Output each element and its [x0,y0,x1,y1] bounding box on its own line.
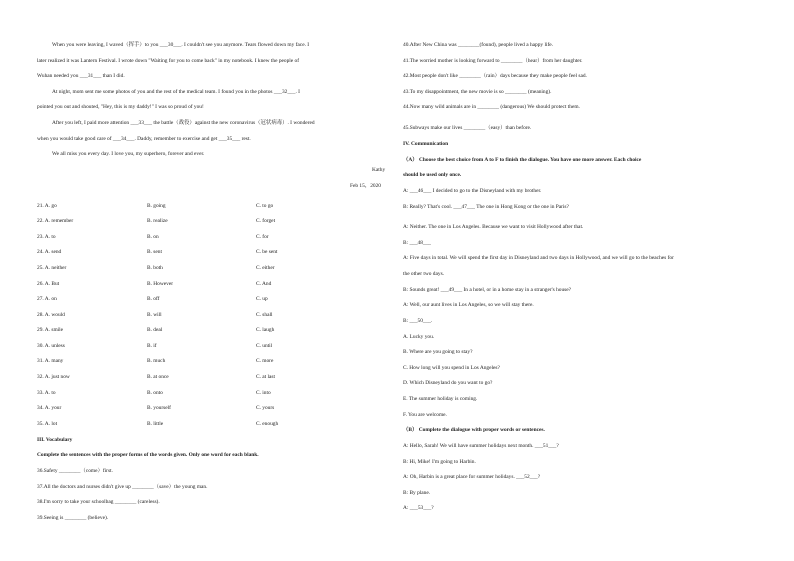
option-b: B. going [147,203,166,209]
vocab-item: 38.I'm sorry to take your schoolbag ________ (careless). [37,499,160,505]
vocab-item: 42.Most people don't like ________（rain）days because they make people feel sad. [403,73,587,79]
option-c: C. forget [256,218,276,224]
option-c: C. shall [256,312,273,318]
option-b: B. yourself [147,405,171,411]
choice-item: C. How long will you spend in Los Angeles? [403,365,500,371]
dialogue-line: A: ___53___? [403,505,434,511]
vocab-item: 40.After New China was ________(found), people lived a happy life. [403,42,554,48]
dialogue-line: A: Five days in total. We will spend the first day in Disneyland and two days in Hollywood, and we will go to the beaches for [403,255,674,261]
letter-line: After you left, I paid more attention ___33___ the battle（战役）against the new coronavirus（冠状病毒）. I wondered [52,120,315,126]
section-instruction: should be used only once. [403,172,462,178]
dialogue-line: B: ___50___. [403,318,433,324]
option-b: B. little [147,421,164,427]
section-heading: IV. Communication [403,141,449,147]
dialogue-line: A: Neither. The one in Los Angeles. Because we want to visit Hollywood after that. [403,224,584,230]
option-a: 29. A. smile [37,327,64,333]
section-instruction: Complete the sentences with the proper forms of the words given. Only one word for each blank. [37,452,259,458]
dialogue-line: B: Sounds great! ___49___ In a hotel, or in a home stay in a stranger's house? [403,287,572,293]
option-c: C. either [256,265,275,271]
letter-line: Wuhan needed you ___31___ than I did. [37,73,125,79]
option-c: C. until [256,343,273,349]
option-a: 25. A. neither [37,265,67,271]
dialogue-line: the other two days. [403,271,445,277]
option-c: C. into [256,390,271,396]
option-a: 30. A. unless [37,343,65,349]
letter-line: when you would take good care of ___34___. Daddy, remember to exercise and get ___35___ rest. [37,136,251,142]
section-instruction: （A） Choose the best choice from A to F to finish the dialogue. You have one more answer. Each choice [403,157,642,163]
option-c: C. be sent [256,249,278,255]
section-heading: III. Vocabulary [37,437,73,443]
letter-line: When you were leaving, I waved（挥手）to you ___30___. I couldn't see you anymore. Tears flowed down my face. I [52,42,310,48]
option-b: B. sent [147,249,162,255]
option-a: 22. A. remember [37,218,74,224]
dialogue-line: B: Really? That's cool. ___47___ The one in Hong Kong or the one in Paris? [403,204,569,210]
vocab-item: 39.Seeing is ________ (believe). [37,515,109,521]
option-c: C. And [256,281,272,287]
option-a: 35. A. lot [37,421,58,427]
option-b: B. much [147,358,166,364]
option-b: B. at once [147,374,169,380]
dialogue-line: A: ___46___ I decided to go to the Disneyland with my brother. [403,188,542,194]
letter-line: pointed you out and shouted, "Hey, this is my daddy!" I was so proud of you! [37,104,204,110]
option-c: C. to go [256,203,274,209]
dialogue-line: B: ___48___ [403,240,432,246]
option-b: B. onto [147,390,163,396]
choice-item: B. Where are you going to stay? [403,349,473,355]
vocab-item: 37.All the doctors and nurses didn't give up ________（save）the young man. [37,484,208,490]
option-a: 21. A. go [37,203,57,209]
dialogue-line: A: Oh, Harbin is a great place for summer holidays. ___52___? [403,474,541,480]
option-a: 32. A. just now [37,374,70,380]
option-b: B. However [147,281,174,287]
choice-item: A. Lucky you. [403,334,435,340]
letter-signature: Kathy [372,167,386,173]
option-c: C. more [256,358,274,364]
option-b: B. both [147,265,163,271]
option-c: C. at last [256,374,276,380]
option-a: 34. A. your [37,405,62,411]
dialogue-line: B: By plane. [403,490,431,496]
dialogue-line: A: Hello, Sarah! We will have summer holidays next month. ___51___? [403,443,559,449]
option-a: 28. A. would [37,312,65,318]
option-a: 27. A. on [37,296,57,302]
choice-item: E. The summer holiday is coming. [403,396,478,402]
option-a: 33. A. to [37,390,56,396]
option-b: B. will [147,312,162,318]
option-b: B. on [147,234,159,240]
dialogue-line: A: Well, our aunt lives in Los Angeles, so we will stay there. [403,302,534,308]
option-a: 26. A. But [37,281,60,287]
dialogue-line: B: Hi, Mike! I'm going to Harbin. [403,459,476,465]
option-a: 23. A. to [37,234,56,240]
option-c: C. enough [256,421,279,427]
choice-item: D. Which Disneyland do you want to go? [403,380,493,386]
vocab-item: 44.Now many wild animals are in ________ (dangerous) We should protect them. [403,104,580,110]
vocab-item: 45.Subways make our lives ________（easy）than before. [403,125,532,131]
choice-item: F. You are welcome. [403,412,447,418]
option-c: C. for [256,234,269,240]
option-a: 24. A. send [37,249,62,255]
option-b: B. realize [147,218,168,224]
vocab-item: 43.To my disappointment, the new movie is so ________ (meaning). [403,89,552,95]
option-c: C. up [256,296,268,302]
option-b: B. deal [147,327,163,333]
vocab-item: 36.Safety ________（come）first. [37,468,113,474]
option-b: B. if [147,343,157,349]
option-b: B. off [147,296,160,302]
letter-line: We all miss you every day. I love you, my superhero, forever and ever. [52,151,205,157]
section-instruction: （B） Complete the dialogue with proper words or sentences. [403,427,545,433]
option-c: C. yours [256,405,275,411]
letter-line: later realized it was Lantern Festival. I wrote down "Waiting for you to come back" in my notebook. I knew the people of [37,58,300,64]
letter-line: At night, mom sent me some photos of you and the rest of the medical team. I found you in the photos ___32___. I [52,89,300,95]
letter-date: Feb 15，2020 [350,183,381,189]
option-a: 31. A. many [37,358,64,364]
option-c: C. laugh [256,327,275,333]
vocab-item: 41.The worried mother is looking forward to ________（hear）from her daughter. [403,58,583,64]
